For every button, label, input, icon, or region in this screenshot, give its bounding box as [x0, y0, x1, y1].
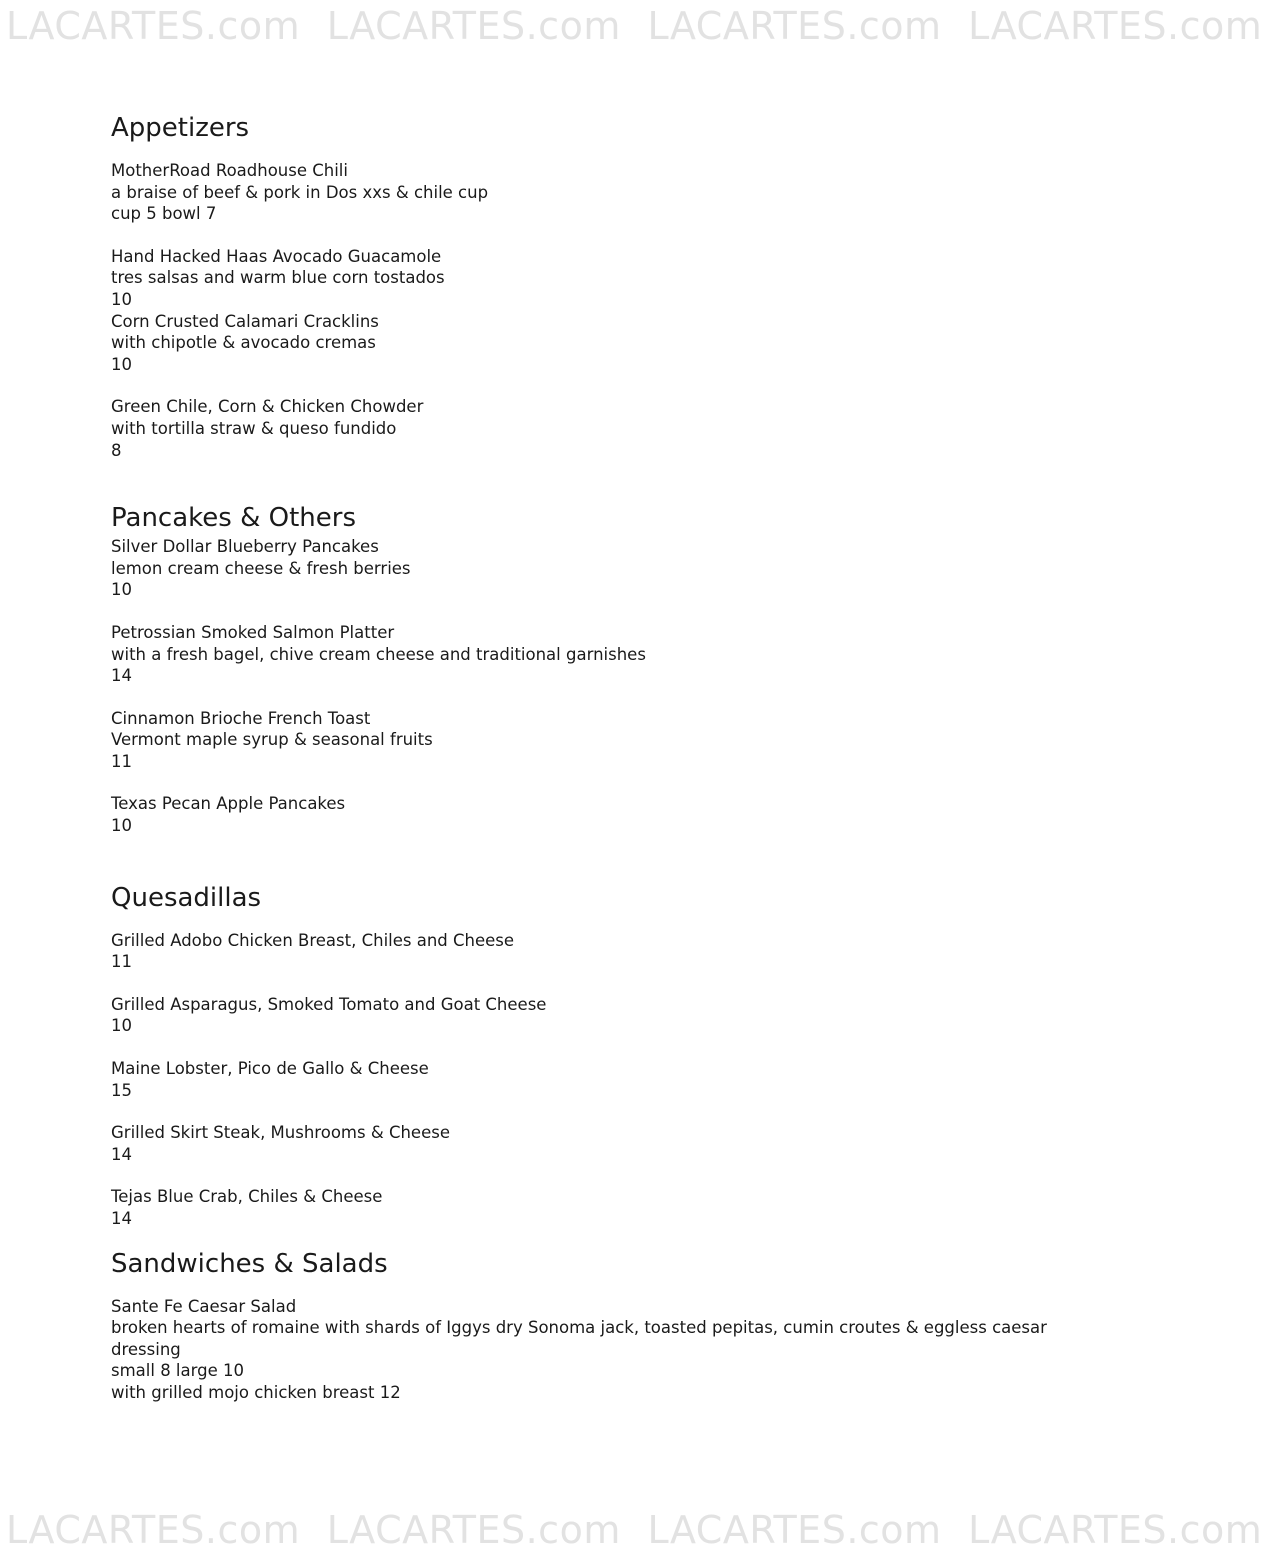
item-price: 11	[111, 751, 132, 771]
item-price: 14	[111, 666, 132, 686]
item-description: a braise of beef & pork in Dos xxs & chile cup	[111, 182, 489, 202]
item-name: MotherRoad Roadhouse Chili	[111, 161, 348, 180]
menu-item	[111, 246, 1111, 311]
menu-item	[111, 994, 1111, 1037]
item-price: cup 5 bowl 7	[111, 204, 217, 224]
item-name: Silver Dollar Blueberry Pancakes	[111, 537, 379, 557]
section-title-appetizers: Appetizers	[111, 113, 250, 143]
item-description: with a fresh bagel, chive cream cheese and traditional garnishes	[111, 644, 646, 664]
item-description: tres salsas and warm blue corn tostados	[111, 268, 445, 288]
item-name: Petrossian Smoked Salmon Platter	[111, 622, 395, 642]
menu-content	[111, 110, 1111, 1404]
item-price: 15	[111, 1080, 132, 1100]
item-name: Texas Pecan Apple Pancakes	[111, 794, 346, 814]
item-price: 14	[111, 1144, 132, 1164]
menu-item	[111, 622, 1111, 687]
menu-item	[111, 311, 1111, 376]
menu-item	[111, 396, 1111, 461]
watermark-text: LACARTES.com	[968, 4, 1263, 48]
item-name: Grilled Skirt Steak, Mushrooms & Cheese	[111, 1123, 450, 1143]
item-price: 10	[111, 816, 132, 836]
menu-item	[111, 708, 1111, 773]
watermark-bottom	[6, 1506, 1263, 1554]
menu-item	[111, 536, 1111, 601]
item-price: 10	[111, 580, 132, 600]
watermark-text: LACARTES.com	[647, 1508, 942, 1552]
item-name: Grilled Asparagus, Smoked Tomato and Goat Cheese	[111, 994, 547, 1014]
watermark-text: LACARTES.com	[326, 4, 621, 48]
item-name: Green Chile, Corn & Chicken Chowder	[111, 397, 424, 417]
watermark-text: LACARTES.com	[6, 4, 301, 48]
item-description: Vermont maple syrup & seasonal fruits	[111, 730, 433, 750]
item-name: Sante Fe Caesar Salad	[111, 1296, 297, 1316]
watermark-text: LACARTES.com	[647, 4, 942, 48]
section-title-quesadillas: Quesadillas	[111, 882, 262, 913]
item-price: 10	[111, 354, 132, 374]
item-description: with tortilla straw & queso fundido	[111, 418, 397, 438]
item-name: Cinnamon Brioche French Toast	[111, 708, 371, 728]
item-name: Tejas Blue Crab, Chiles & Cheese	[111, 1187, 383, 1207]
menu-item	[111, 160, 1111, 225]
item-name: Grilled Adobo Chicken Breast, Chiles and Cheese	[111, 930, 515, 950]
section-title-pancakes: Pancakes & Others	[111, 503, 356, 534]
watermark-text: LACARTES.com	[326, 1508, 621, 1552]
section-title-sandwiches: Sandwiches & Salads	[111, 1248, 388, 1279]
watermark-top	[6, 2, 1263, 50]
item-name: Maine Lobster, Pico de Gallo & Cheese	[111, 1059, 429, 1079]
item-price: small 8 large 10	[111, 1361, 244, 1381]
menu-item	[111, 1058, 1111, 1101]
item-extra: with grilled mojo chicken breast 12	[111, 1382, 401, 1402]
item-price: 10	[111, 289, 132, 309]
item-price: 10	[111, 1016, 132, 1036]
watermark-text: LACARTES.com	[968, 1508, 1263, 1552]
menu-item	[111, 793, 1111, 836]
menu-item	[111, 1186, 1111, 1229]
item-description: lemon cream cheese & fresh berries	[111, 558, 411, 578]
item-price: 8	[111, 440, 122, 460]
item-description: broken hearts of romaine with shards of Iggys dry Sonoma jack, toasted pepitas, cumin croutes & eggless caesar dressing	[111, 1318, 1053, 1359]
item-name: Hand Hacked Haas Avocado Guacamole	[111, 246, 442, 266]
watermark-text: LACARTES.com	[6, 1508, 301, 1552]
item-name: Corn Crusted Calamari Cracklins	[111, 311, 379, 331]
item-description: with chipotle & avocado cremas	[111, 333, 376, 353]
menu-item	[111, 1296, 1111, 1404]
menu-item	[111, 930, 1111, 973]
item-price: 14	[111, 1209, 132, 1228]
item-price: 11	[111, 952, 132, 972]
menu-item	[111, 1122, 1111, 1165]
